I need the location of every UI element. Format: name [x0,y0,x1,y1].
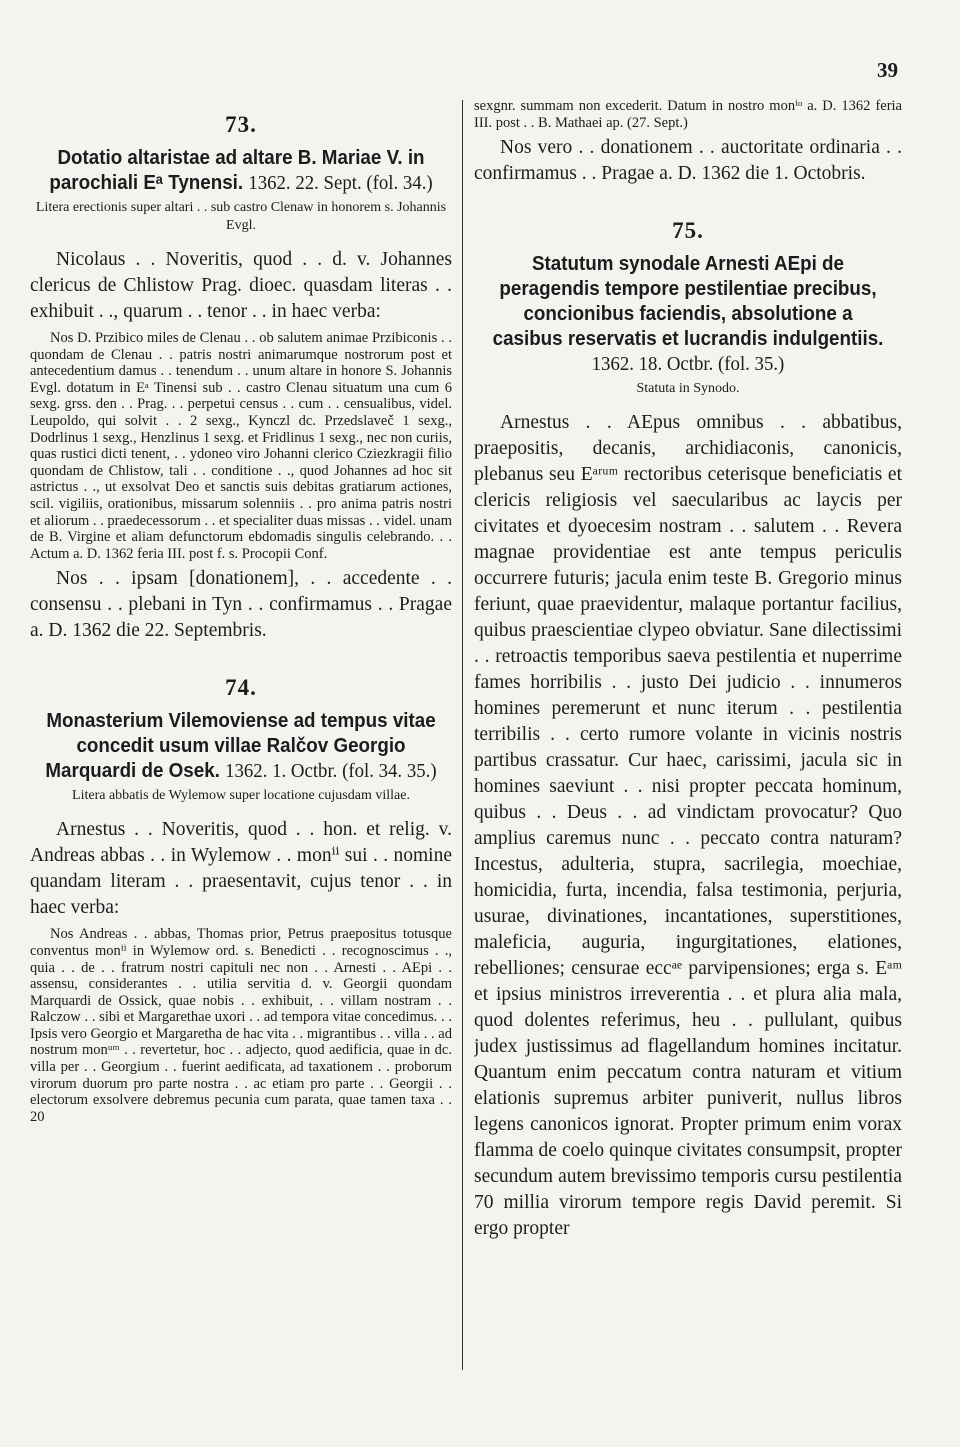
document-number-75: 75. [672,218,704,244]
document-title-75 [487,252,889,377]
document-title-73-meta: 1362. 22. Sept. (fol. 34.) [248,172,433,194]
document-closing-73: Nos . . ipsam [donationem], . . accedente . . consensu . . plebani in Tyn . . confirmamus . . Pragae a. D. 1362 die 22. Septembris. [30,568,452,642]
document-quoted-73: Nos D. Przibico miles de Clenau . . ob salutem animae Przibiconis . . quondam de Clenau . . patris nostri animarumque nostrorum post et antecedentium damus . . tenendum . . unum altare in honore S. Johannis Evgl. dotatum in Eᵃ Tinensi sub . . castro Clenau situatum una cum 6 sexg. grss. den . . Prag. . . perpetui census . . cum . . censualibus, videl. Leupoldo, qui solvit . . 2 sexg., Kynczl dc. Przedslaveč 1 sexg., Dodrlinus 1 sexg., Henzlinus 1 sexg. et Fridlinus 1 sexg., nec non curiis, quas rustici dicti tenent, . . ydoneo viro Johanni clerico Cziezkragii filio quondam de Chlistow, tali . . conditione . ., quod Johannes ad hoc sit astrictus . ., ut exsolvat Deo et sanctis suis debitas gratiarum actiones, scil. vigiliis, orationibus, missarum solenniis . . pro anima patris nostri et aliorum . . praedecessorum . . et specialiter duas missas . . videl. unam de B. Virgine et aliam defunctorum ebdomadis singulis celebrando. . . Actum a. D. 1362 feria III. post f. s. Procopii Conf. [30,330,452,562]
document-body-75: Arnestus . . AEpus omnibus . . abbatibus, praepositis, decanis, archidiaconis, canonicis, plebanus seu Eᵃʳᵘᵐ rectoribus ceterisque beneficiatis et clericis religiosis vel saecularibus ac laycis per civitates et dyoecesim nostram . . salutem . . Revera magnae providentiae est ante tempus periculis occurrere futuris; jacula enim teste B. Gregorio minus feriunt, quae praevidentur, malaque portantur facilius, quibus praescientiae clypeo obviatur. Sane dilectissimi . . retroactis temporibus saeva pestilentia et nuperrime fames horribilis . . justo Dei judicio . . innumeros homines peremerunt et nunc iterum . . pestilentia terribilis . . certo rumore volante in vicinis nostris partibus crassatur. Cur haec, carissimi, jacula sic in homines saeviunt . . nisi propter peccata hominum, quibus . . Deus . . ad vindictam provocatur? Quo amplius caremus nunc . . peccato contra naturam? Incestus, adulteria, stupra, sacrilegia, moechiae, homicidia, furta, incendia, falsa testimonia, perjuria, usurae, divinationes, incantationes, superstitiones, maleficia, auguria, ingurgitationes, elationes, rebelliones; censurae eccᵃᵉ parvipensiones; erga s. Eᵃᵐ et ipsius ministros irreverentia . . et plura alia mala, quod dolentes referimus, heu . . pullulant, quibus judex justissimus ad flagellandum homines incitatur. Quantum enim peccatum contra naturam et vitium elationis supremus arbiter puniverit, nullus libros legens canonicos ignorat. Propter primum enim vorax flamma de coelo quinque civitates consumpsit, propter secundum autem brevissimo temporis cursu pestilentia 70 millia virorum tempore regis David peremit. Si ergo propter [474,412,902,1240]
document-quoted-74: Nos Andreas . . abbas, Thomas prior, Petrus praepositus totusque conventus monⁱⁱ in Wylemow ord. s. Benedicti . . recognoscimus . ., quia . . de . . fratrum nostri capituli nec non . . Arnesti . . AEpi . . assensu, considerantes . . utilia servitia d. v. Georgii quondam Marquardi de Ossick, quae nobis . . exhibuit, . . villam nostram . . Ralczow . . sibi et Margarethae uxori . . ad tempora vitae concedimus. . . Ipsis vero Georgio et Margaretha de hac vita . . migrantibus . . villa . . ad nostrum monᵘᵐ . . revertetur, hoc . . adjecto, quod aedificia, quae in dc. villa per . . Georgium . . fuerint aedificata, ad taxationem . . proborum virorum duorum pro parte nostra . . ac etiam pro parte . . Georgii . . electorum exsolvere debremus pecunia cum parata, quae tamen taxa . . 20 [30,926,452,1125]
document-title-73-text: Dotatio altaristae ad altare B. Mariae V. in parochiali Eᵃ Tynensi. [49,147,425,194]
document-title-74-meta: 1362. 1. Octbr. (fol. 34. 35.) [225,760,437,783]
document-title-73 [43,146,440,196]
document-number-74: 74. [225,675,257,701]
document-number-73: 73. [225,112,257,137]
document-intro-73: Nicolaus . . Noveritis, quod . . d. v. Johannes clericus de Chlistow Prag. dioec. quasdam literas . . exhibuit . ., quarum . . tenor . . in haec verba: [30,249,452,322]
document-intro-74: Arnestus . . Noveritis, quod . . hon. et relig. v. Andreas abbas . . in Wylemow . . monⁱⁱ sui . . nomine quandam literam . . praesentavit, cujus tenor . . in haec verba: [30,819,452,919]
left-column [30,98,452,1398]
document-title-74-text: Monasterium Vilemoviense ad tempus vitae concedit usum villae Ralčov Georgio Marquardi de Osek. [45,710,436,783]
document-subtitle-75: Statuta in Synodo. [636,381,740,397]
document-74-continuation: sexgnr. summam non excederit. Datum in nostro monⁱᵒ a. D. 1362 feria III. post . . B. Mathaei ap. (27. Sept.) [474,98,902,131]
column-divider [462,100,463,1370]
document-title-75-meta: 1362. 18. Octbr. (fol. 35.) [591,353,785,376]
page-number: 39 [877,58,898,82]
document-subtitle-73: Litera erectionis super altari . . sub castro Clenaw in honorem s. Johannis Evgl. [35,200,447,233]
document-subtitle-74: Litera abbatis de Wylemow super locatione cujusdam villae. [72,788,410,804]
document-closing-74: Nos vero . . donationem . . auctoritate ordinaria . . confirmamus . . Pragae a. D. 1362 die 1. Octobris. [474,137,902,185]
document-title-75-text: Statutum synodale Arnesti AEpi de peragendis tempore pestilentiae precibus, concionibus faciendis, absolutione a casibus reservatis et lucrandis indulgentiis. [492,253,884,351]
right-column [474,98,902,1398]
document-title-74 [43,709,440,784]
